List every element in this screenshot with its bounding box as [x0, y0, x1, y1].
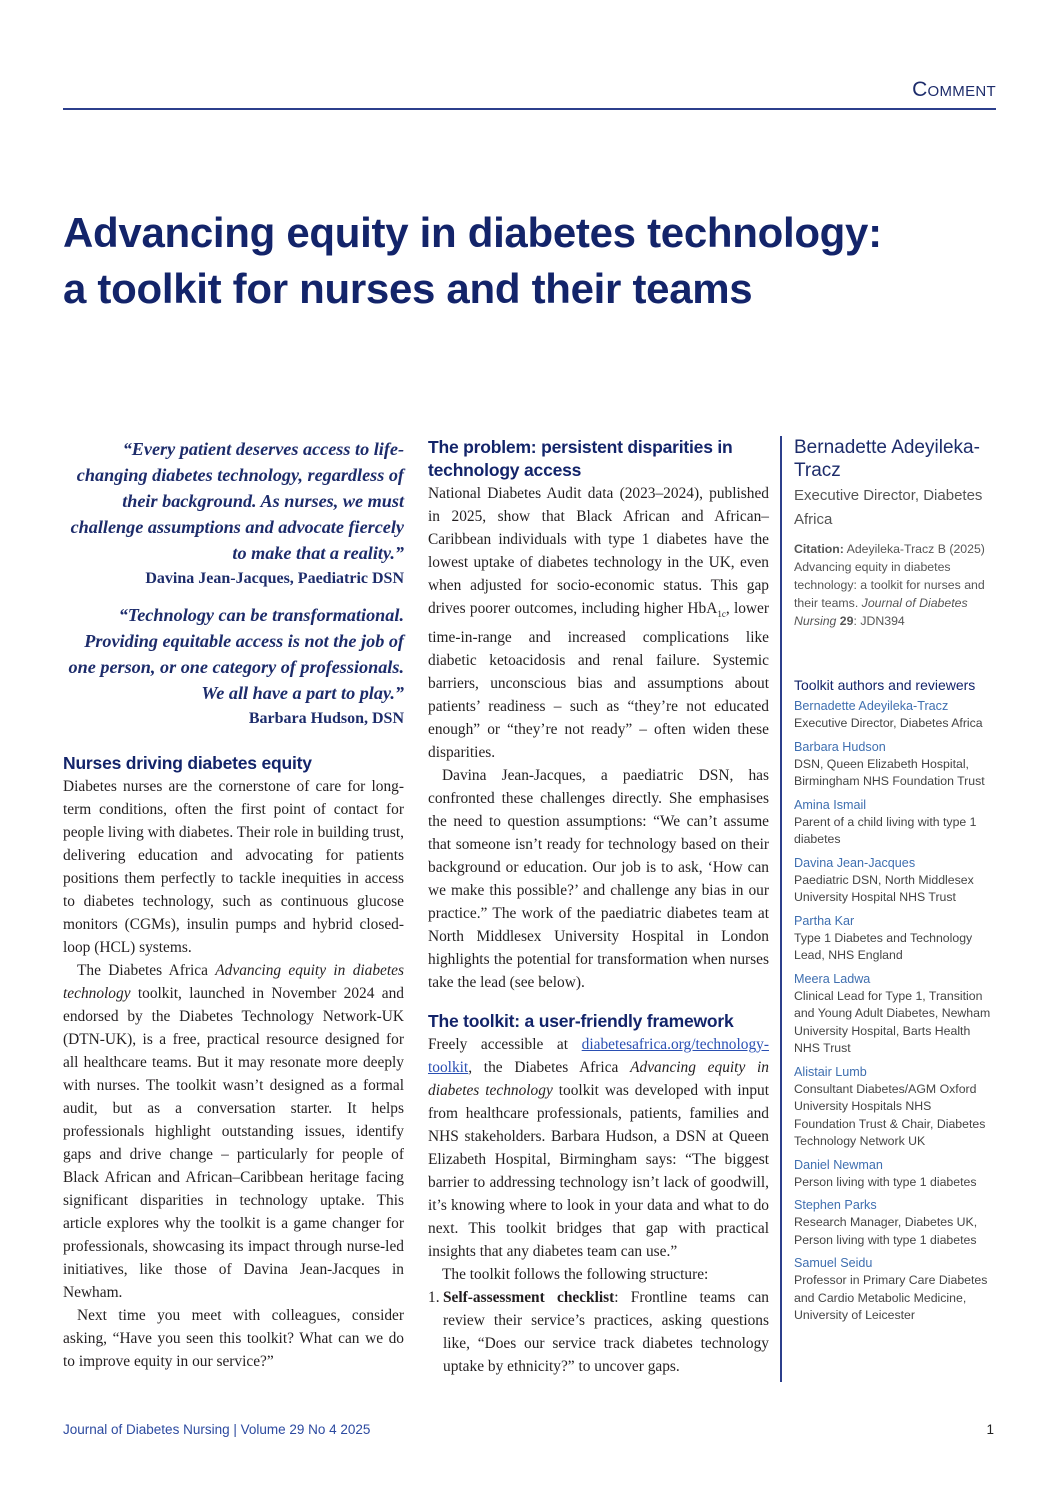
toolkit-title-italic: Advancing equity in diabetes technology [63, 962, 404, 1002]
text-span: , lower time-in-range and increased complications like diabetic ketoacidosis and renal failure. Systemic barriers, unconscious bias and assumptions about patients’ readiness – such as “they’re not educated enough” or “they’re not ready” – often widen these disparities. [428, 600, 769, 762]
reviewer-name: Amina Ismail [794, 797, 867, 812]
reviewer-role: Executive Director, Diabetes Africa [794, 716, 983, 730]
left-column [63, 436, 404, 1373]
mid-paragraph-2: Davina Jean-Jacques, a paediatric DSN, has confronted these challenges directly. She emphasises the need to question assumptions: “We can’t assume that someone isn’t ready for technology based on their background or education. Our job is to ask, ‘How can we make this possible?’ and challenge any bias in our practice.” The work of the paediatric diabetes team at North Middlesex University Hospital in London highlights the potential for transformation when nurses take the lead (see below). [428, 767, 769, 992]
reviewer-role: DSN, Queen Elizabeth Hospital, Birmingham NHS Foundation Trust [794, 756, 985, 788]
left-paragraph-1: Diabetes nurses are the cornerstone of care for long-term conditions, often the first point of contact for people living with diabetes. Their role in building trust, delivering education and advocating for patients positions them perfectly to tackle inequities in access to diabetes technology, such as continuous glucose monitors (CGMs), insulin pumps and hybrid closed-loop (HCL) systems. [63, 778, 404, 956]
list-item [428, 1286, 769, 1378]
hba1c-subscript: 1c [717, 609, 726, 620]
left-paragraph-2 [63, 959, 404, 1304]
section-label: Comment [912, 78, 996, 101]
toolkit-link[interactable]: diabetesafrica.org/technology-toolkit [428, 1036, 769, 1077]
title-line-1: Advancing equity in diabetes technology: [63, 209, 882, 256]
reviewer-name: Daniel Newman [794, 1157, 883, 1172]
citation-id: : JDN394 [853, 614, 905, 628]
text-span: The Diabetes Africa [77, 962, 216, 979]
list-item-title: Self-assessment checklist [443, 1289, 615, 1307]
reviewer-name: Partha Kar [794, 913, 855, 928]
reviewer-role: Consultant Diabetes/AGM Oxford University Hospitals NHS Foundation Trust & Chair, Diabetes Technology Network UK [794, 1081, 986, 1148]
reviewer-entry [794, 738, 996, 791]
reviewer-role: Parent of a child living with type 1 diabetes [794, 814, 977, 846]
middle-column [428, 436, 769, 1378]
reviewer-role: Type 1 Diabetes and Technology Lead, NHS England [794, 930, 973, 962]
reviewer-role: Paediatric DSN, North Middlesex University Hospital NHS Trust [794, 872, 974, 904]
citation-label: Citation: [794, 542, 844, 556]
reviewer-name: Samuel Seidu [794, 1256, 873, 1270]
title-line-2: a toolkit for nurses and their teams [63, 265, 753, 312]
pull-quote-2-attribution: Barbara Hudson, DSN [248, 710, 404, 727]
reviewer-role: Person living with type 1 diabetes [794, 1174, 977, 1189]
text-span: , the Diabetes Africa [468, 1059, 631, 1077]
reviewer-name: Davina Jean-Jacques [794, 855, 916, 870]
reviewer-entry [794, 1063, 996, 1151]
heading-nurses-driving-equity: Nurses driving diabetes equity [63, 753, 312, 773]
reviewer-name: Alistair Lumb [794, 1064, 867, 1079]
left-paragraph-3: Next time you meet with colleagues, consider asking, “Have you seen this toolkit? What can we do to improve equity in our service?” [63, 1307, 404, 1370]
reviewer-entry [794, 854, 996, 907]
heading-the-problem: The problem: persistent disparities in technology access [428, 437, 733, 480]
author-sidebar [780, 436, 996, 1382]
pull-quote-2: “Technology can be transformational. Providing equitable access is not the job of one person, or one category of professionals. We all have a part to play.” [68, 605, 404, 703]
reviewers-heading: Toolkit authors and reviewers [794, 677, 976, 693]
reviewer-entry [794, 697, 996, 733]
reviewer-entry [794, 1156, 996, 1192]
mid-paragraph-4: The toolkit follows the following structure: [442, 1266, 709, 1284]
pull-quote-1: “Every patient deserves access to life-changing diabetes technology, regardless of their background. As nurses, we must challenge assumptions and advocate fiercely to make that a reality.” [70, 439, 404, 563]
citation-volume: 29 [839, 614, 854, 628]
list-item-text: : Frontline teams can review their service’s practices, asking questions like, “Does our service track diabetes technology uptake by ethnicity?” to uncover gaps. [443, 1289, 769, 1376]
reviewer-role: Professor in Primary Care Diabetes and Cardio Metabolic Medicine, University of Leicester [794, 1273, 988, 1322]
text-span: toolkit, launched in November 2024 and endorsed by the Diabetes Technology Network-UK (DTN-UK), is a free, practical resource designed for all healthcare teams. But it may resonate more deeply with nurses. The toolkit wasn’t designed as a formal audit, but as a conversation starter. It helps professionals highlight outstanding issues, identify gaps and drive change – particularly for people of Black African and African–Caribbean heritage facing significant disparities in technology uptake. This article explores why the toolkit is a game changer for professionals, showcasing its impact through nurse-led initiatives, like those of Davina Jean-Jacques in Newham. [63, 985, 404, 1301]
reviewer-entry [794, 796, 996, 849]
toolkit-title-italic: Advancing equity in diabetes technology [428, 1059, 769, 1100]
pull-quote-1-attribution: Davina Jean-Jacques, Paediatric DSN [145, 570, 404, 587]
citation-text: Adeyileka-Tracz B (2025) Advancing equity in diabetes technology: a toolkit for nurses and their teams. [794, 542, 985, 610]
reviewer-entry [794, 1254, 996, 1325]
reviewer-name: Meera Ladwa [794, 971, 871, 986]
mid-paragraph-1 [428, 482, 769, 764]
author-name: Bernadette Adeyileka-Tracz [794, 437, 980, 481]
citation-journal: Journal of Diabetes Nursing [794, 596, 968, 628]
citation [794, 540, 996, 630]
reviewer-role: Research Manager, Diabetes UK, Person living with type 1 diabetes [794, 1215, 978, 1247]
heading-the-toolkit: The toolkit: a user-friendly framework [428, 1011, 734, 1032]
text-span: toolkit was developed with input from healthcare professionals, patients, families and NHS stakeholders. Barbara Hudson, a DSN at Queen Elizabeth Hospital, Birmingham says: “The biggest barrier to addressing technology isn’t lack of goodwill, it’s knowing where to look in your data and what to do next. This toolkit bridges that gap with practical insights that any diabetes team can use.” [428, 1082, 769, 1261]
reviewer-name: Bernadette Adeyileka-Tracz [794, 699, 949, 713]
header-rule [63, 108, 996, 110]
text-span: National Diabetes Audit data (2023–2024), published in 2025, show that Black African and African–Caribbean individuals with type 1 diabetes have the lowest uptake of diabetes technology in the UK, even when adjusted for socio-economic status. This gap drives poorer outcomes, including higher HbA [428, 485, 769, 617]
reviewer-name: Barbara Hudson [794, 739, 886, 754]
author-role: Executive Director, Diabetes Africa [794, 487, 983, 528]
reviewer-entry [794, 1196, 996, 1249]
reviewer-name: Stephen Parks [794, 1198, 877, 1212]
article-title [63, 205, 996, 317]
reviewer-role: Clinical Lead for Type 1, Transition and Young Adult Diabetes, Newham University Hospital, Barts Health NHS Trust [794, 988, 991, 1055]
toolkit-structure-list [428, 1286, 769, 1378]
reviewer-entry [794, 912, 996, 965]
text-span: Freely accessible at [428, 1036, 582, 1054]
reviewer-entry [794, 970, 996, 1058]
list-number: 1. [428, 1289, 440, 1307]
footer-journal-info: Journal of Diabetes Nursing | Volume 29 No 4 2025 [63, 1422, 371, 1437]
mid-paragraph-3 [428, 1033, 769, 1263]
page-number: 1 [986, 1422, 994, 1437]
